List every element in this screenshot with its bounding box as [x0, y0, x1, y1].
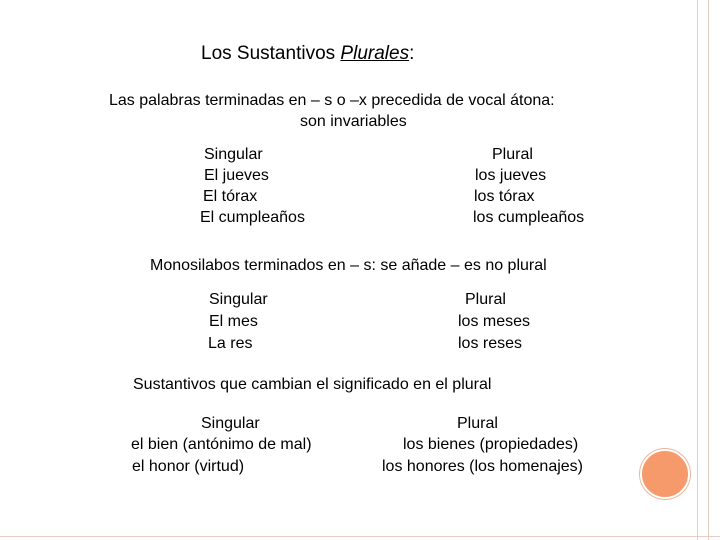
- section1-singular-header: Singular: [204, 146, 263, 163]
- frame-line-bottom: [0, 536, 720, 537]
- title-emphasis: Plurales: [340, 43, 410, 64]
- section2-singular-item: La res: [208, 335, 253, 352]
- section2-plural-item: los reses: [458, 335, 523, 352]
- section3-plural-item: los bienes (propiedades): [403, 436, 579, 453]
- section1-plural-header: Plural: [492, 146, 533, 163]
- section1-singular-item: El tórax: [203, 188, 258, 205]
- section2-plural-item: los meses: [458, 313, 531, 330]
- section3-plural-item: los honores (los homenajes): [382, 458, 583, 475]
- section1-plural-item: los cumpleaños: [473, 209, 585, 226]
- intro-line-2: son invariables: [300, 113, 407, 130]
- title-prefix: Los Sustantivos: [201, 43, 341, 64]
- section2-plural-header: Plural: [465, 291, 506, 308]
- intro-line-1: Las palabras terminadas en – s o –x precedida de vocal átona:: [109, 92, 555, 109]
- title-suffix: :: [409, 43, 415, 64]
- section1-singular-item: El jueves: [204, 167, 269, 184]
- section3-heading: Sustantivos que cambian el significado en el plural: [133, 376, 492, 393]
- section2-singular-header: Singular: [209, 291, 268, 308]
- section3-plural-header: Plural: [457, 415, 498, 432]
- section1-plural-item: los jueves: [475, 167, 547, 184]
- section1-plural-item: los tórax: [474, 188, 535, 205]
- section2-heading: Monosilabos terminados en – s: se añade – es no plural: [150, 257, 547, 274]
- accent-circle: [640, 449, 690, 499]
- section3-singular-item: el honor (virtud): [132, 458, 245, 475]
- section3-singular-item: el bien (antónimo de mal): [131, 436, 312, 453]
- section3-singular-header: Singular: [201, 415, 260, 432]
- page-title: [201, 44, 414, 64]
- frame-line-inner: [697, 0, 698, 540]
- section1-singular-item: El cumpleaños: [200, 209, 305, 226]
- section2-singular-item: El mes: [209, 313, 258, 330]
- frame-line-outer: [708, 0, 709, 540]
